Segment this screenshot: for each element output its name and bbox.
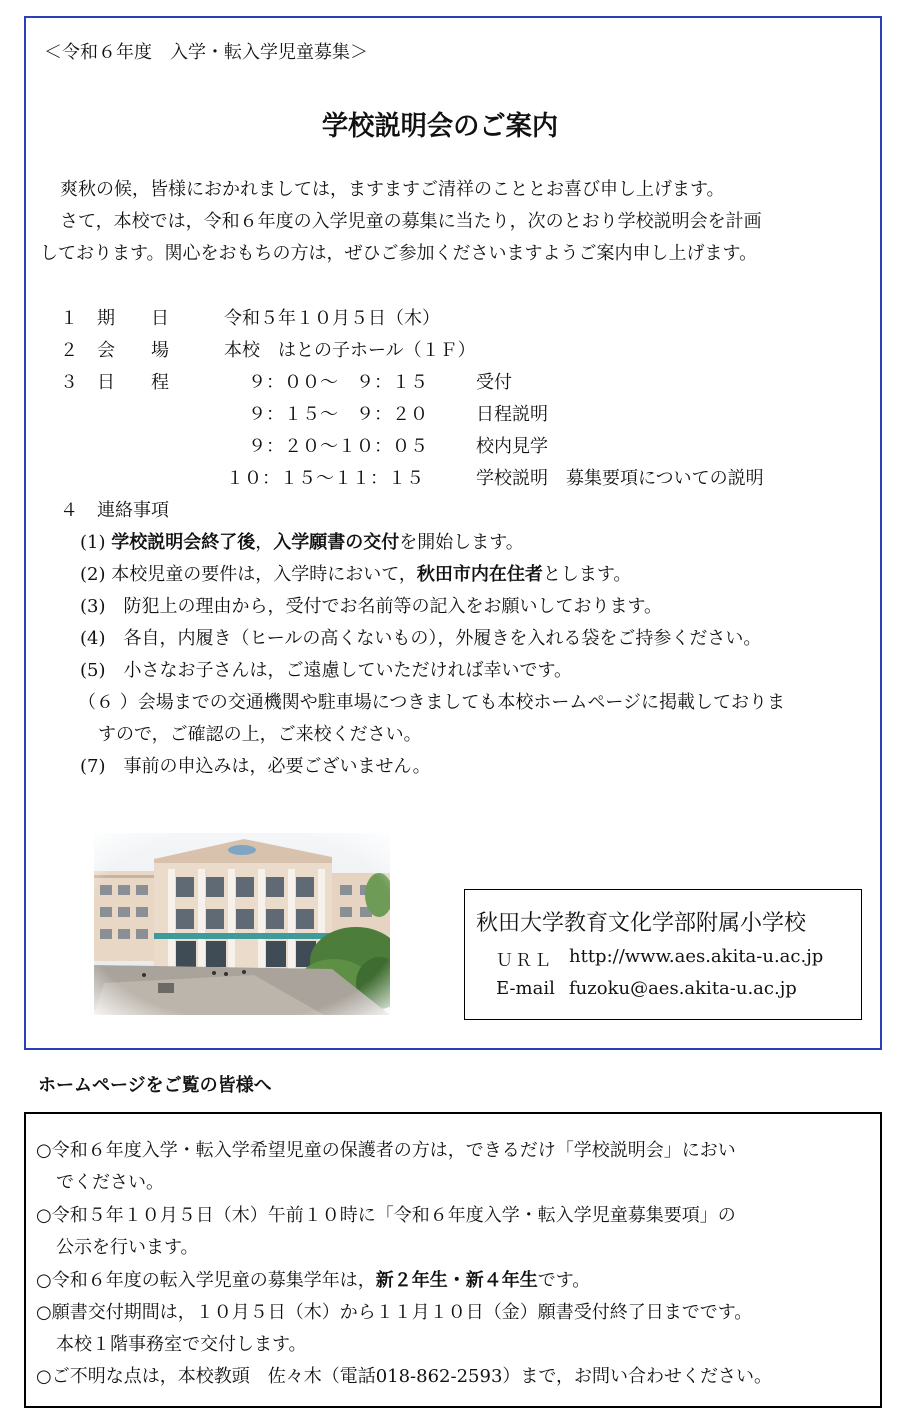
hp-heading: ホームページをご覧の皆様へ [38, 1075, 272, 1096]
note-2-pre: 本校児童の要件は，入学時において， [111, 564, 417, 585]
note-1 [80, 528, 524, 554]
note-3: (3) 防犯上の理由から，受付でお名前等の記入をお願いしております。 [80, 596, 663, 617]
note-1-bold-a: 学校説明会終了後 [111, 532, 256, 553]
note-4: (4) 各自，内履き（ヒールの高くないもの），外履きを入れる袋をご持参ください。 [80, 628, 762, 649]
schedule-desc: 校内見学 [476, 436, 548, 457]
note-2-rest: とします。 [542, 564, 632, 585]
event-date: 令和５年１０月５日（木） [224, 308, 440, 329]
hp-bullet-3-bold: 新２年生・新４年生 [375, 1270, 538, 1291]
item-4-label: 連絡事項 [97, 500, 169, 521]
note-1-rest: を開始します。 [399, 532, 524, 553]
item-3-number: ３ [60, 372, 78, 393]
hp-bullet-4-line-2: 本校１階事務室で交付します。 [56, 1334, 307, 1355]
event-venue: 本校 はとの子ホール（１Ｆ） [224, 340, 476, 361]
item-2-label: 会 場 [97, 340, 169, 361]
hp-bullet-3 [36, 1266, 590, 1292]
schedule-time: ９：００～ ９：１５ [248, 372, 428, 393]
schedule-time: ９：１５～ ９：２０ [248, 404, 428, 425]
school-name: 秋田大学教育文化学部附属小学校 [476, 911, 807, 936]
hp-bullet-2-line-1: ○令和５年１０月５日（木）午前１０時に「令和６年度入学・転入学児童募集要項」の [36, 1205, 736, 1226]
note-2 [80, 560, 631, 586]
intro-line-1: 爽秋の候，皆様におかれましては，ますますご清祥のこととお喜び申し上げます。 [60, 179, 725, 200]
note-2-number: (2) [80, 564, 106, 585]
schedule-desc: 学校説明 募集要項についての説明 [476, 468, 764, 489]
schedule-time: １０：１５～１１：１５ [226, 468, 424, 489]
note-5: (5) 小さなお子さんは，ご遠慮していただければ幸いです。 [80, 660, 573, 681]
intro-line-2: さて，本校では，令和６年度の入学児童の募集に当たり，次のとおり学校説明会を計画 [60, 211, 762, 232]
note-1-bold-b: 入学願書の交付 [273, 532, 400, 553]
hp-bullet-3-rest: です。 [537, 1270, 591, 1291]
note-1-number: (1) [80, 532, 106, 553]
hp-bullet-1-line-1: ○令和６年度入学・転入学希望児童の保護者の方は，できるだけ「学校説明会」におい [36, 1140, 736, 1161]
item-2-number: ２ [60, 340, 78, 361]
hp-bullet-1-line-2: でください。 [56, 1172, 164, 1193]
note-6-line-1: （６ ）会場までの交通機関や駐車場につきましても本校ホームページに掲載しておりま [78, 692, 785, 713]
hp-bullet-2-line-2: 公示を行います。 [56, 1237, 199, 1258]
notice-title: 学校説明会のご案内 [321, 111, 559, 142]
note-1-sep: ， [255, 532, 274, 553]
notice-header: ＜令和６年度 入学・転入学児童募集＞ [44, 42, 368, 63]
school-building-photo [94, 833, 390, 1015]
school-email-link[interactable]: fuzoku@aes.akita-u.ac.jp [569, 978, 797, 999]
intro-line-3: しております。関心をおもちの方は，ぜひご参加くださいますようご案内申し上げます。 [40, 243, 758, 264]
note-7: (7) 事前の申込みは，必要ございません。 [80, 756, 431, 777]
schedule-desc: 日程説明 [476, 404, 548, 425]
school-url-link[interactable]: http://www.aes.akita-u.ac.jp [569, 946, 824, 967]
item-1-label: 期 日 [97, 308, 169, 329]
schedule-desc: 受付 [476, 372, 512, 393]
url-label: ＵＲＬ [496, 951, 553, 971]
schedule-time: ９：２０～１０：０５ [248, 436, 428, 457]
note-6-line-2: すので，ご確認の上，ご来校ください。 [98, 724, 422, 745]
email-label: E-mail [496, 978, 555, 999]
item-3-label: 日 程 [97, 372, 169, 393]
item-1-number: １ [60, 308, 78, 329]
hp-bullet-3-pre: ○令和６年度の転入学児童の募集学年は， [36, 1270, 376, 1291]
hp-bullet-4-line-1: ○願書交付期間は，１０月５日（木）から１１月１０日（金）願書受付終了日までです。 [36, 1302, 753, 1323]
note-2-bold: 秋田市内在住者 [416, 564, 543, 585]
item-4-number: ４ [60, 500, 78, 521]
hp-bullet-5: ○ご不明な点は，本校教頭 佐々木（電話018-862-2593）まで，お問い合わせください。 [36, 1366, 773, 1387]
